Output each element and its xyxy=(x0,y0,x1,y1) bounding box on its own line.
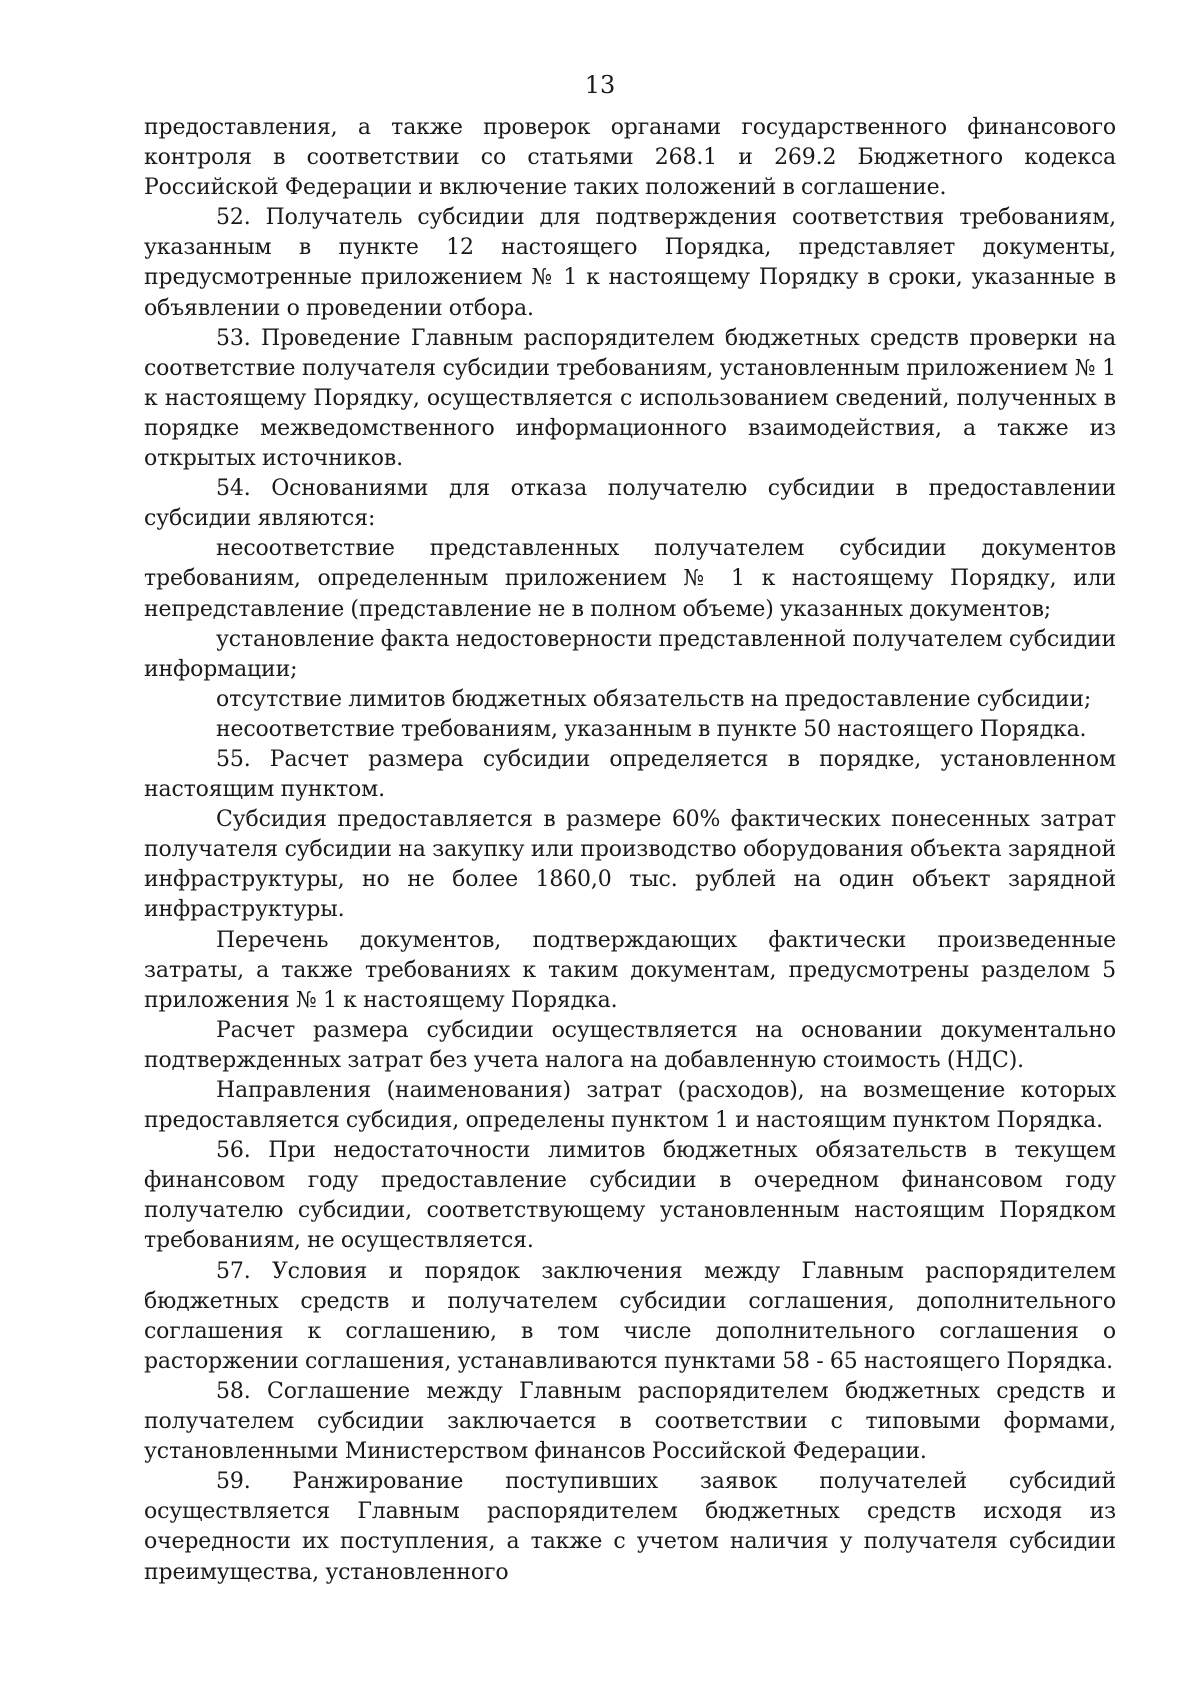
paragraph-54-item-1: несоответствие представленных получателем субсидии документов требованиям, определенным приложением № 1 к настоящему Порядку, или непредставление (представление не в полном объеме) указанных документов; xyxy=(144,536,1116,622)
paragraph-58: 58. Соглашение между Главным распорядителем бюджетных средств и получателем субсидии заключается в соответствии с типовыми формами, установленными Министерством финансов Российской Федерации. xyxy=(144,1378,1116,1465)
paragraph-54: 54. Основаниями для отказа получателю субсидии в предоставлении субсидии являются: xyxy=(144,476,1116,532)
document-body xyxy=(144,113,1116,1588)
paragraph-53: 53. Проведение Главным распорядителем бюджетных средств проверки на соответствие получателя субсидии требованиям, установленным приложением № 1 к настоящему Порядку, осуществляется с использованием сведений, полученных в порядке межведомственного информационного взаимодействия, а также из открытых источников. xyxy=(144,325,1116,472)
page-number: 13 xyxy=(584,71,616,99)
paragraph-56: 56. При недостаточности лимитов бюджетных обязательств в текущем финансовом году предоставление субсидии в очередном финансовом году получателю субсидии, соответствующему установленным настоящим Порядком требованиям, не осуществляется. xyxy=(144,1138,1116,1254)
paragraph-55-documents: Перечень документов, подтверждающих фактически произведенные затраты, а также требованиях к таким документам, предусмотрены разделом 5 приложения № 1 к настоящему Порядка. xyxy=(144,927,1116,1013)
paragraph-continuation: предоставления, а также проверок органами государственного финансового контроля в соответствии со статьями 268.1 и 269.2 Бюджетного кодекса Российской Федерации и включение таких положений в соглашение. xyxy=(144,115,1116,201)
paragraph-55-directions: Направления (наименования) затрат (расходов), на возмещение которых предоставляется субсидия, определены пунктом 1 и настоящим пунктом Порядка. xyxy=(144,1078,1116,1134)
paragraph-54-item-2: установление факта недостоверности представленной получателем субсидии информации; xyxy=(144,626,1116,682)
paragraph-54-item-4: несоответствие требованиям, указанным в пункте 50 настоящего Порядка. xyxy=(216,716,1087,742)
paragraph-54-item-3: отсутствие лимитов бюджетных обязательств на предоставление субсидии; xyxy=(216,686,1092,712)
paragraph-59: 59. Ранжирование поступивших заявок получателей субсидий осуществляется Главным распорядителем бюджетных средств исходя из очередности их поступления, а также с учетом наличия у получателя субсидии преимущества, установленного xyxy=(144,1469,1116,1585)
paragraph-55: 55. Расчет размера субсидии определяется в порядке, установленном настоящим пунктом. xyxy=(144,746,1116,803)
paragraph-57: 57. Условия и порядок заключения между Главным распорядителем бюджетных средств и получателем субсидии соглашения, дополнительного соглашения к соглашению, в том числе дополнительного соглашения о расторжении соглашения, устанавливаются пунктами 58 - 65 настоящего Порядка. xyxy=(144,1258,1116,1374)
paragraph-55-amount: Субсидия предоставляется в размере 60% фактических понесенных затрат получателя субсидии на закупку или производство оборудования объекта зарядной инфраструктуры, но не более 1860,0 тыс. рублей на один объект зарядной инфраструктуры. xyxy=(144,807,1116,923)
paragraph-55-calculation: Расчет размера субсидии осуществляется на основании документально подтвержденных затрат без учета налога на добавленную стоимость (НДС). xyxy=(144,1017,1116,1073)
paragraph-52: 52. Получатель субсидии для подтверждения соответствия требованиям, указанным в пункте 12 настоящего Порядка, представляет документы, предусмотренные приложением № 1 к настоящему Порядку в сроки, указанные в объявлении о проведении отбора. xyxy=(144,205,1116,321)
